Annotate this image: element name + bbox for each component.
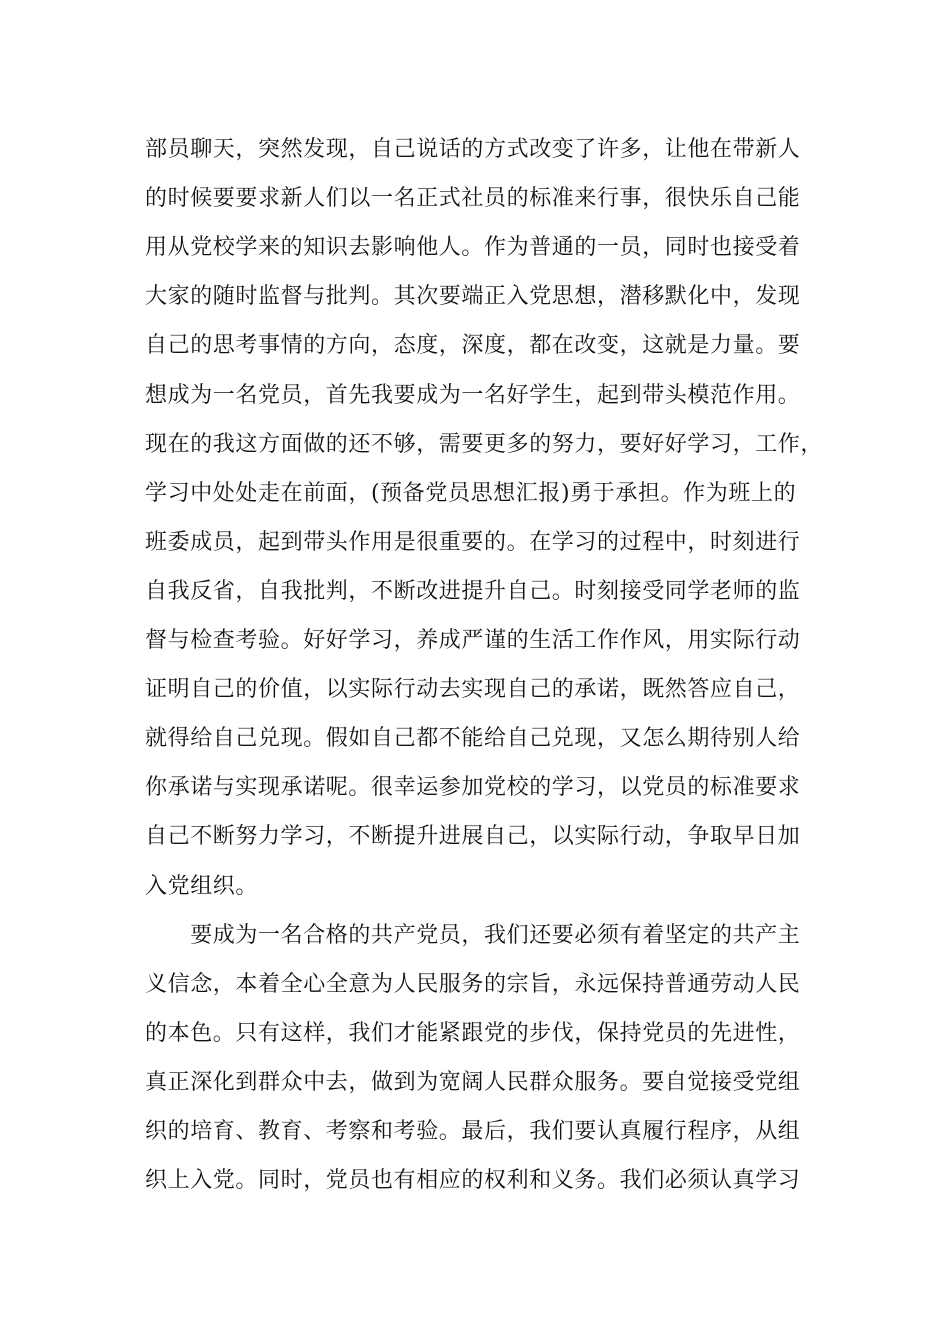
text-line: 学习中处处走在前面，(预备党员思想汇报)勇于承担。作为班上的 <box>145 481 797 506</box>
text-line: 部员聊天，突然发现，自己说话的方式改变了许多，让他在带新人 <box>145 137 801 162</box>
text-line: 自我反省，自我批判，不断改进提升自己。时刻接受同学老师的监 <box>145 579 801 604</box>
text-line: 班委成员，起到带头作用是很重要的。在学习的过程中，时刻进行 <box>145 530 801 555</box>
text-line: 织的培育、教育、考察和考验。最后，我们要认真履行程序，从组 <box>145 1119 801 1144</box>
text-line: 现在的我这方面做的还不够，需要更多的努力，要好好学习，工作， <box>145 432 824 457</box>
text-line: 要成为一名合格的共产党员，我们还要必须有着坚定的共产主 <box>145 923 801 948</box>
text-line: 的时候要要求新人们以一名正式社员的标准来行事，很快乐自己能 <box>145 186 801 211</box>
text-line: 督与检查考验。好好学习，养成严谨的生活工作作风，用实际行动 <box>145 628 801 653</box>
text-line: 想成为一名党员，首先我要成为一名好学生，起到带头模范作用。 <box>145 383 801 408</box>
text-line: 义信念，本着全心全意为人民服务的宗旨，永远保持普通劳动人民 <box>145 972 801 997</box>
text-line: 证明自己的价值，以实际行动去实现自己的承诺，既然答应自己， <box>145 677 801 702</box>
text-line: 自己不断努力学习，不断提升进展自己，以实际行动，争取早日加 <box>145 824 801 849</box>
text-line: 用从党校学来的知识去影响他人。作为普通的一员，同时也接受着 <box>145 235 801 260</box>
text-line: 就得给自己兑现。假如自己都不能给自己兑现，又怎么期待别人给 <box>145 726 801 751</box>
text-line: 的本色。只有这样，我们才能紧跟党的步伐，保持党员的先进性， <box>145 1021 801 1046</box>
text-line: 真正深化到群众中去，做到为宽阔人民群众服务。要自觉接受党组 <box>145 1070 801 1095</box>
text-line: 织上入党。同时，党员也有相应的权利和义务。我们必须认真学习 <box>145 1168 801 1193</box>
text-line: 入党组织。 <box>145 874 259 899</box>
text-line: 大家的随时监督与批判。其次要端正入党思想，潜移默化中，发现 <box>145 284 801 309</box>
text-line: 自己的思考事情的方向，态度，深度，都在改变，这就是力量。要 <box>145 333 801 358</box>
text-line: 你承诺与实现承诺呢。很幸运参加党校的学习，以党员的标准要求 <box>145 775 801 800</box>
